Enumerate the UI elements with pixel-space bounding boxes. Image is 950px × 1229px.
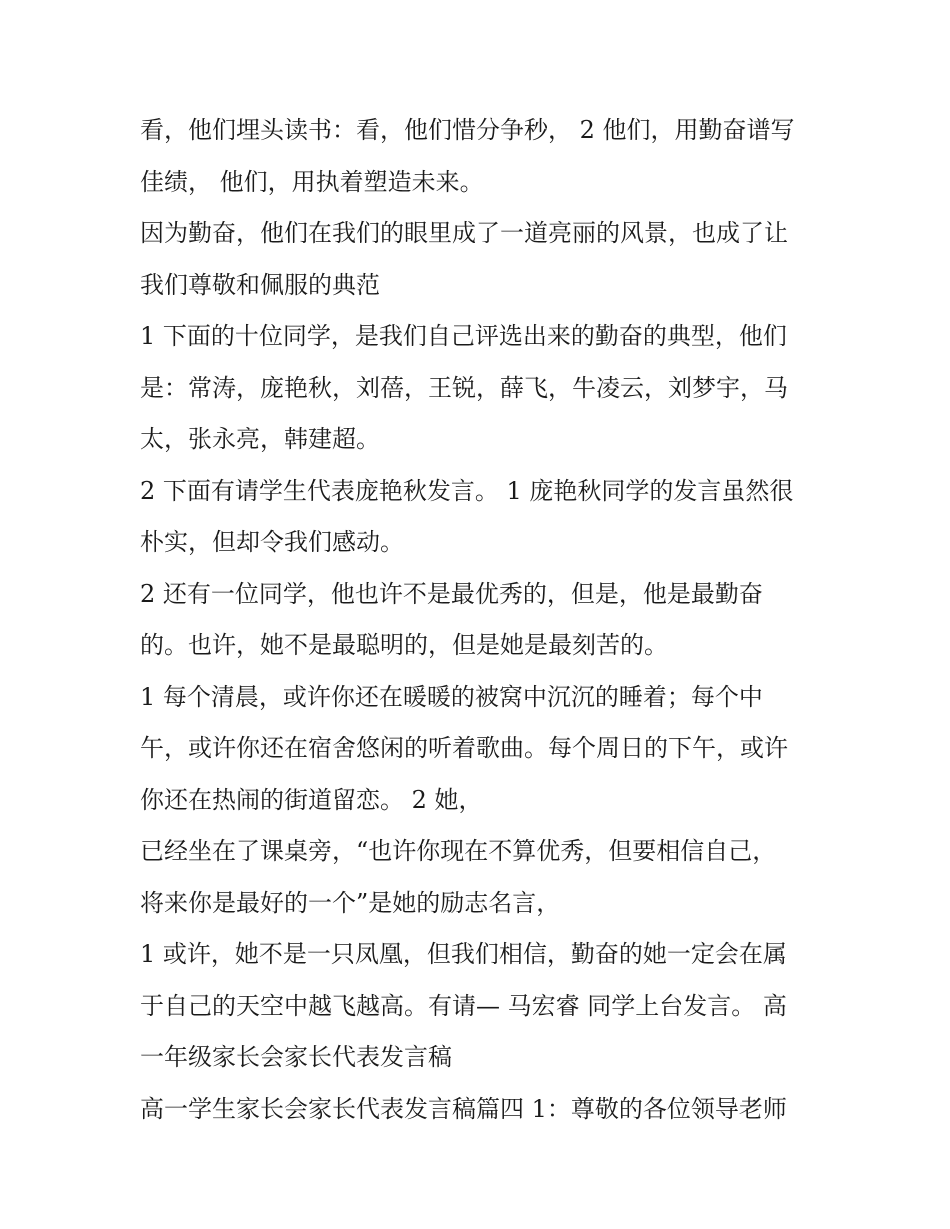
text-line: 佳绩， 他们，用执着塑造未来。 (140, 167, 484, 196)
text-line: 因为勤奋，他们在我们的眼里成了一道亮丽的风景，也成了让 (140, 219, 788, 247)
text-line: 高一学生家长会家长代表发言稿篇四 1：尊敬的各位领导老师 (140, 1094, 787, 1123)
text-line: 2 还有一位同学，他也许不是最优秀的，但是，他是最勤奋 (140, 579, 763, 608)
text-line: 午，或许你还在宿舍悠闲的听着歌曲。每个周日的下午，或许 (140, 734, 788, 762)
text-line: 一年级家长会家长代表发言稿 (140, 1043, 452, 1071)
text-line: 1 每个清晨，或许你还在暖暖的被窝中沉沉的睡着；每个中 (140, 682, 763, 711)
text-line: 太，张永亮，韩建超。 (140, 425, 380, 453)
text-line: 将来你是最好的一个”是她的励志名言， (140, 888, 561, 917)
text-line: 的。也许，她不是最聪明的，但是她是最刻苦的。 (140, 631, 668, 659)
text-line: 朴实，但却令我们感动。 (140, 528, 404, 556)
text-line: 1 或许，她不是一只凤凰，但我们相信，勤奋的她一定会在属 (140, 940, 787, 968)
text-line: 1 下面的十位同学，是我们自己评选出来的勤奋的典型，他们 (140, 322, 787, 350)
text-line: 2 下面有请学生代表庞艳秋发言。 1 庞艳秋同学的发言虽然很 (140, 476, 794, 505)
text-line: 看，他们埋头读书：看，他们惜分争秒， 2 他们，用勤奋谱写 (140, 116, 795, 144)
text-line: 我们尊敬和佩服的典范 (140, 270, 380, 299)
text-line: 于自己的天空中越飞越高。有请— 马宏睿 同学上台发言。 高 (140, 991, 787, 1020)
text-line: 你还在热闹的街道留恋。 2 她， (140, 785, 483, 814)
text-line: 是：常涛，庞艳秋，刘蓓，王锐，薛飞，牛凌云，刘梦宇，马 (140, 373, 788, 402)
body-text (140, 105, 820, 1135)
text-line: 已经坐在了课桌旁，“也许你现在不算优秀，但要相信自己， (140, 837, 777, 865)
